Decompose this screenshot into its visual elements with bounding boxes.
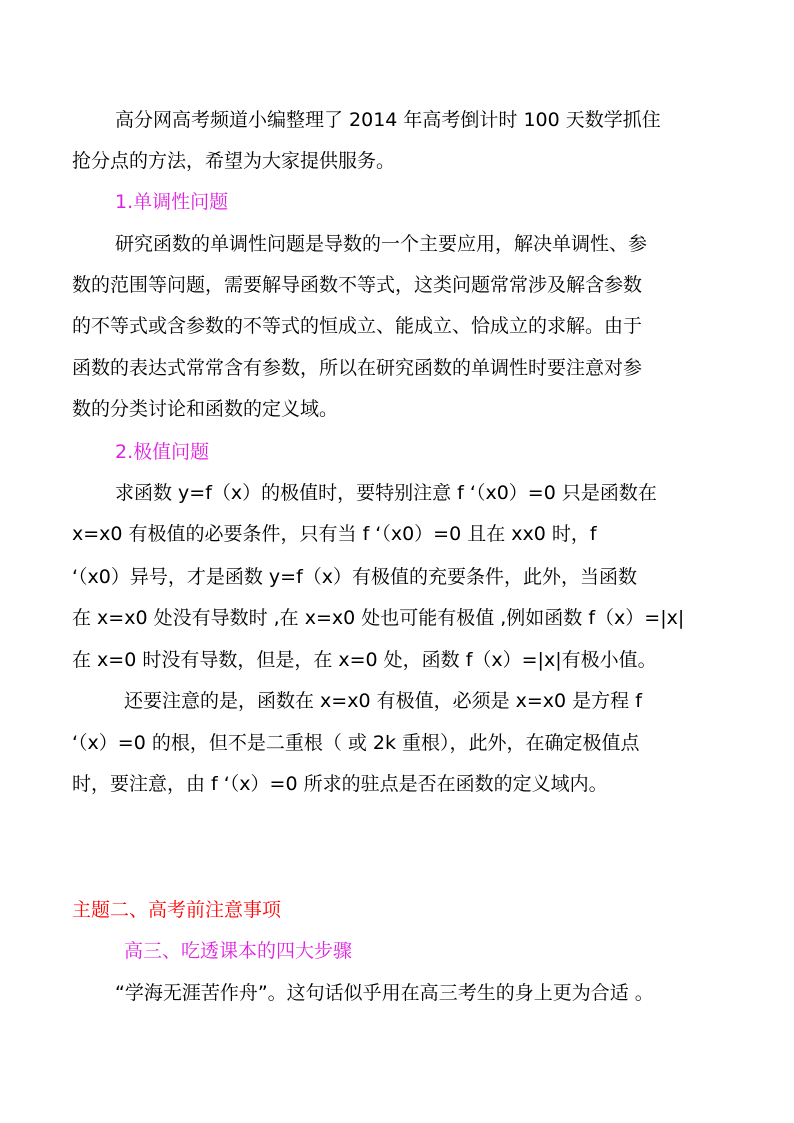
topic-2-line-1: “学海无涯苦作舟”。这句话似乎用在高三考生的身上更为合适 。 [115, 982, 654, 1004]
topic-2-subheading: 高三、吃透课本的四大步骤 [124, 940, 353, 962]
section-2-line-4: 在 x=x0 处没有导数时 ,在 x=x0 处也可能有极值 ,例如函数 f（x）=|x| [72, 607, 685, 629]
section-2-line-1: 求函数 y=f（x）的极值时，要特别注意 f ‘（x0）=0 只是函数在 [115, 482, 657, 504]
section-1-line-1: 研究函数的单调性问题是导数的一个主要应用，解决单调性、参 [115, 233, 648, 255]
section-1-line-2: 数的范围等问题，需要解导函数不等式，这类问题常常涉及解含参数 [72, 274, 643, 296]
section-2-line-7: ‘（x）=0 的根，但不是二重根（ 或 2k 重根），此外，在确定极值点 [72, 732, 640, 754]
section-2-line-6: 还要注意的是，函数在 x=x0 有极值，必须是 x=x0 是方程 f [124, 690, 642, 712]
section-1-heading: 1.单调性问题 [115, 191, 229, 213]
section-1-line-5: 数的分类讨论和函数的定义域。 [72, 398, 339, 420]
section-2-heading: 2.极值问题 [115, 441, 210, 463]
intro-line-1: 高分网高考频道小编整理了 2014 年高考倒计时 100 天数学抓住 [115, 109, 661, 131]
intro-line-2: 抢分点的方法，希望为大家提供服务。 [72, 150, 396, 172]
section-2-line-5: 在 x=0 时没有导数，但是，在 x=0 处，函数 f（x）=|x|有极小值。 [72, 649, 657, 671]
section-2-line-8: 时，要注意，由 f ‘（x）=0 所求的驻点是否在函数的定义域内。 [72, 773, 608, 795]
topic-2-heading: 主题二、高考前注意事项 [72, 899, 282, 921]
section-2-line-2: x=x0 有极值的必要条件，只有当 f ‘（x0）=0 且在 xx0 时，f [72, 523, 597, 545]
section-2-line-3: ‘（x0）异号，才是函数 y=f（x）有极值的充要条件，此外，当函数 [72, 566, 638, 588]
section-1-line-3: 的不等式或含参数的不等式的恒成立、能成立、恰成立的求解。由于 [72, 315, 643, 337]
section-1-line-4: 函数的表达式常常含有参数，所以在研究函数的单调性时要注意对参 [72, 357, 643, 379]
